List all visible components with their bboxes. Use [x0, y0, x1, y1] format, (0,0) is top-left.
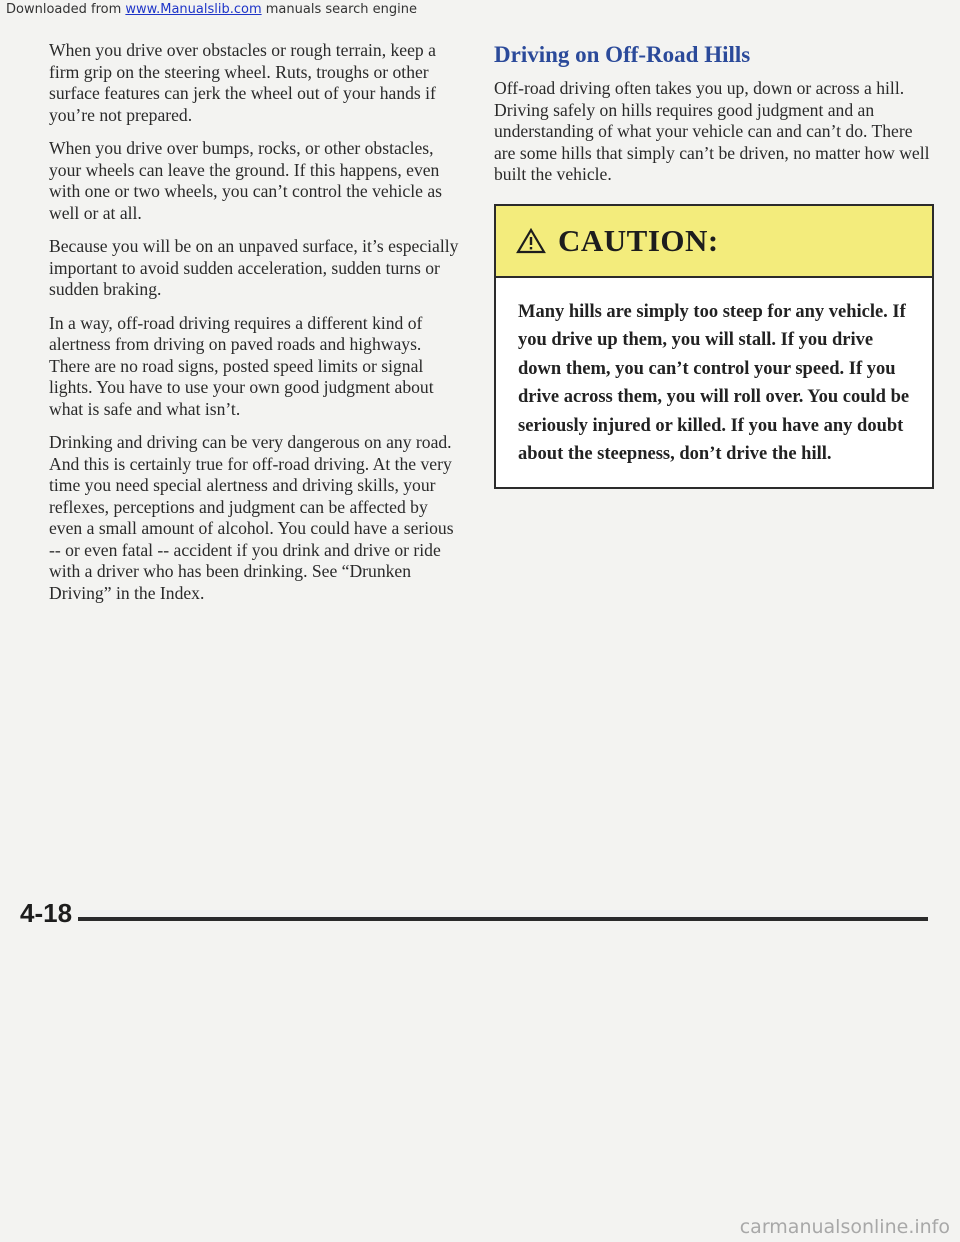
watermark: carmanualsonline.info [739, 1216, 950, 1238]
caution-header [496, 206, 932, 278]
paragraph-drinking: Drinking and driving can be very dangerous on any road. And this is certainly true for off-road driving. At the very time you need special alertness and driving skills, your reflexes, perceptions and judgment can be affected by even a small amount of alcohol. You could have a serious -- or even fatal -- accident if you drink and drive or ride with a driver who has been drinking. See “Drunken Driving” in the Index. [49, 432, 454, 603]
left-column [49, 40, 461, 616]
paragraph-obstacles: When you drive over obstacles or rough terrain, keep a firm grip on the steering wheel. Ruts, troughs or other surface features can jerk the wheel out of your hands if you’re not prepared. [49, 40, 436, 125]
caution-title: CAUTION: [558, 222, 719, 258]
paragraph-unpaved: Because you will be on an unpaved surface, it’s especially important to avoid sudden acceleration, sudden turns or sudden braking. [49, 236, 459, 299]
page-number: 4-18 [20, 898, 73, 928]
manualslib-link[interactable]: www.Manualslib.com [125, 2, 262, 17]
paragraph-alertness: In a way, off-road driving requires a different kind of alertness from driving on paved roads and highways. There are no road signs, posted speed limits or signal lights. You have to use your own good judgment about what is safe and what isn’t. [49, 312, 434, 419]
section-heading: Driving on Off-Road Hills [494, 42, 751, 67]
caution-body: Many hills are simply too steep for any vehicle. If you drive up them, you will stall. If you drive down them, you can’t control your speed. If you drive across them, you will roll over. You could be seriously injured or killed. If you have any doubt about the steepness, don’t drive the hill. [518, 301, 910, 464]
banner-prefix: Downloaded from [6, 2, 126, 17]
warning-triangle-icon [516, 228, 546, 254]
banner-suffix: manuals search engine [261, 2, 418, 17]
section-paragraph: Off-road driving often takes you up, down or across a hill. Driving safely on hills requires good judgment and an understanding of what your vehicle can and can’t do. There are some hills that simply can’t be driven, no matter how well built the vehicle. [494, 78, 930, 184]
caution-box [494, 204, 934, 489]
download-banner [0, 0, 960, 20]
paragraph-bumps: When you drive over bumps, rocks, or other obstacles, your wheels can leave the ground. If this happens, even with one or two wheels, you can’t control the vehicle as well or at all. [49, 138, 442, 223]
page-footer [0, 898, 960, 938]
footer-rule [78, 917, 928, 921]
right-column [494, 40, 934, 489]
